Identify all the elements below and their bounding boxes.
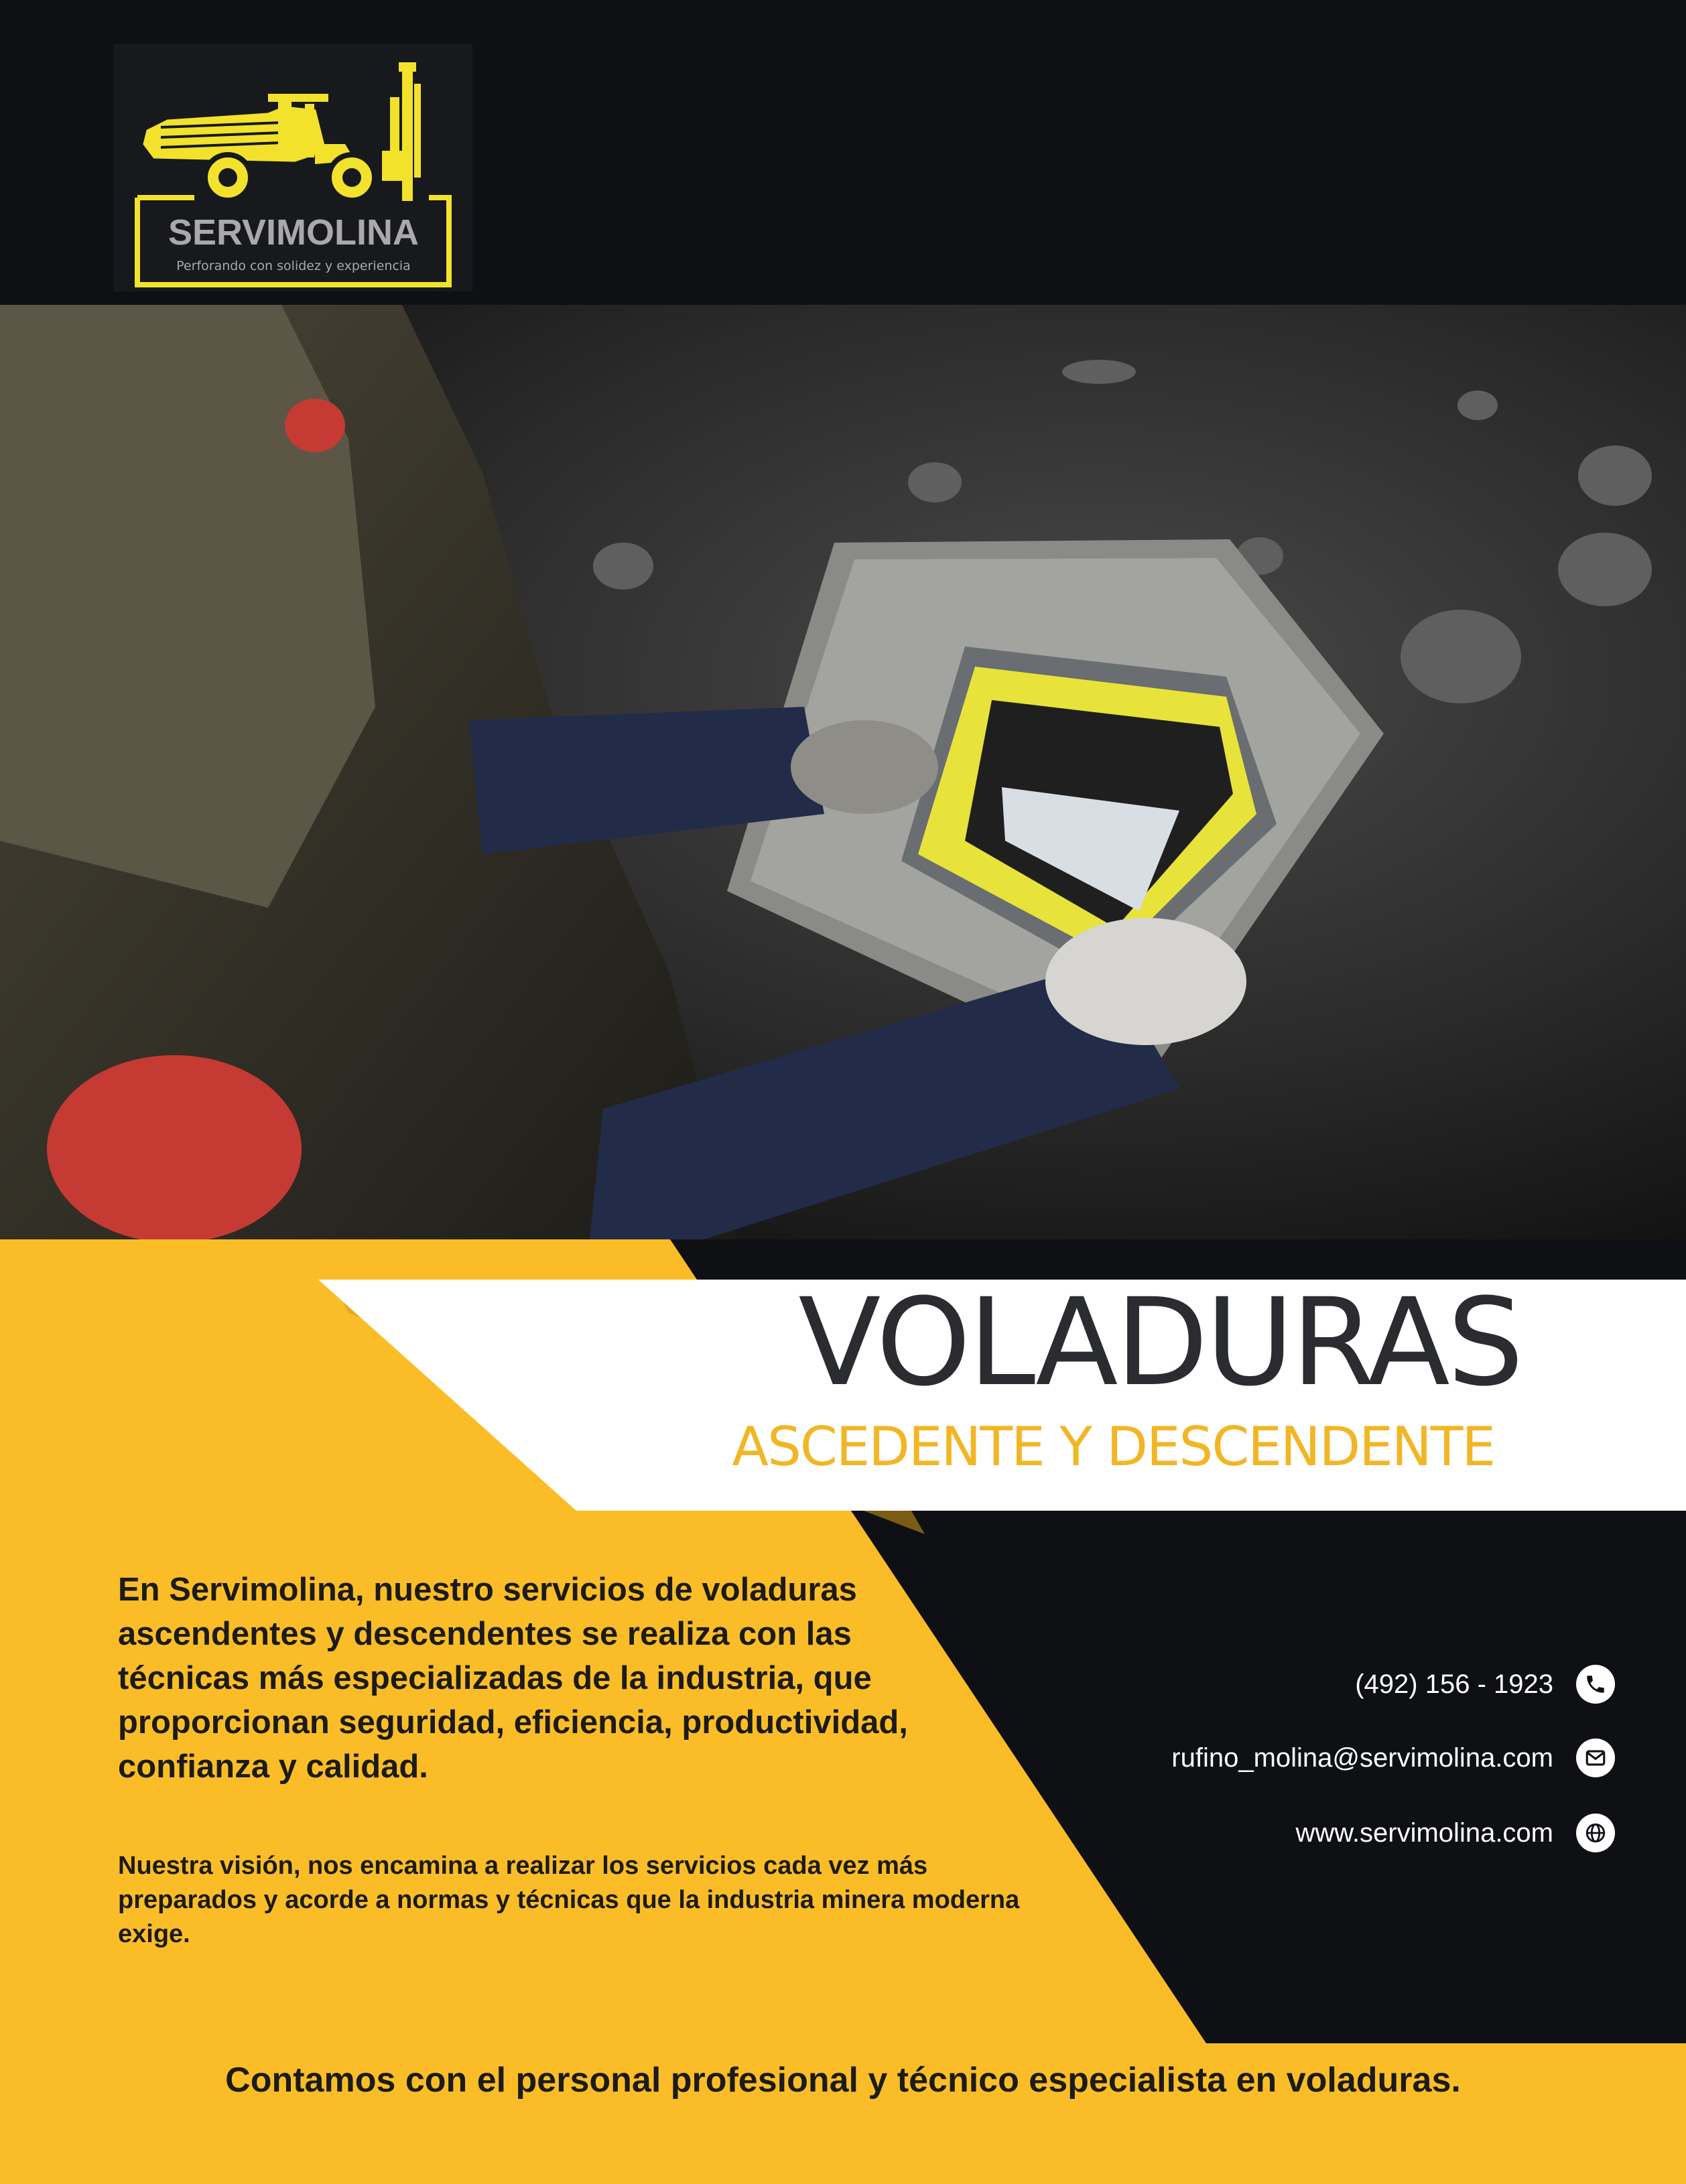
service-description: En Servimolina, nuestro servicios de voladuras ascendentes y descendentes se realiza con las técnicas más especializadas de la industria, que proporcionan seguridad, eficiencia, productividad, confianza y calidad. (118, 1572, 908, 1785)
phone-number[interactable]: (492) 156 - 1923 (1355, 1669, 1553, 1699)
hero-photo (0, 305, 1686, 1239)
envelope-icon (1576, 1738, 1615, 1777)
contact-website (1295, 1814, 1615, 1852)
brand-tagline: Perforando con solidez y experiencia (176, 259, 411, 273)
contact-email (1171, 1738, 1615, 1777)
globe-icon (1576, 1814, 1615, 1852)
footer-tagline: Contamos con el personal profesional y técnico especialista en voladuras. (225, 2061, 1461, 2100)
vision-statement: Nuestra visión, nos encamina a realizar los servicios cada vez más preparados y acorde a normas y técnicas que la industria minera moderna exige. (118, 1852, 1020, 1948)
header (0, 0, 1686, 305)
website-url[interactable]: www.servimolina.com (1295, 1818, 1553, 1848)
brand-name: SERVIMOLINA (168, 212, 419, 253)
email-address[interactable]: rufino_molina@servimolina.com (1171, 1743, 1553, 1773)
page-subtitle: ASCEDENTE Y DESCENDENTE (732, 1416, 1494, 1478)
logo (114, 44, 472, 291)
page-title: VOLADURAS (798, 1273, 1521, 1413)
lower-section (0, 1239, 1686, 2184)
drill-rig-icon (114, 44, 472, 291)
phone-icon (1576, 1665, 1615, 1704)
contact-phone (1355, 1665, 1615, 1704)
